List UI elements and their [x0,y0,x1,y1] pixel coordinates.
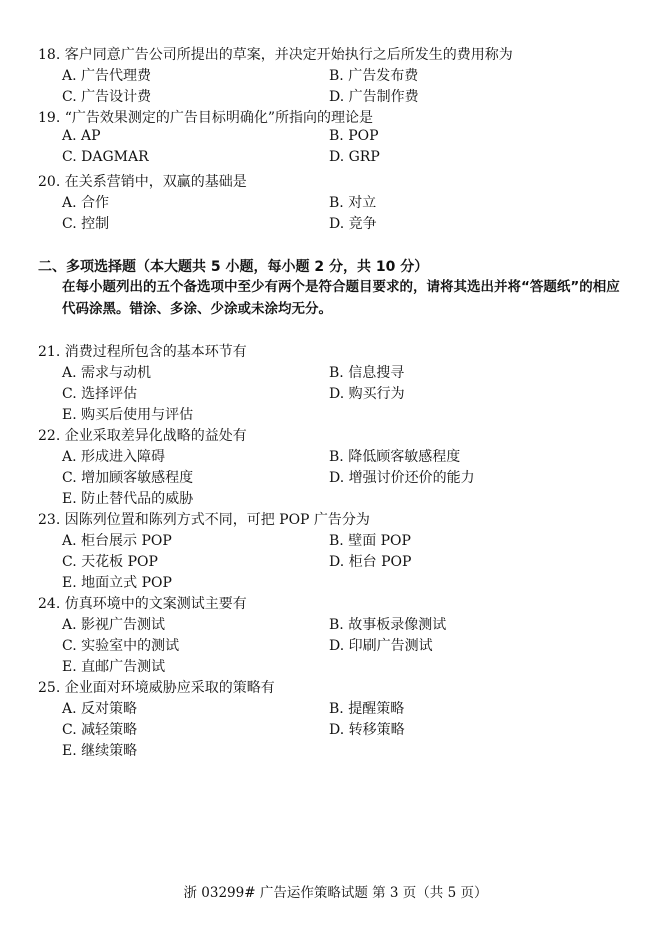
section-2-instruction: 在每小题列出的五个备选项中至少有两个是符合题目要求的，请将其选出并将“答题纸”的相应代码涂黑。错涂、多涂、少涂或未涂均无分。 [62,279,620,317]
question-23-option-d: D. 柜台 POP [329,554,412,570]
question-20-option-c: C. 控制 [62,216,110,232]
question-25-stem: 25. 企业面对环境威胁应采取的策略有 [38,680,275,696]
question-23-option-b: B. 壁面 POP [329,533,411,549]
question-19-option-c: C. DAGMAR [62,149,149,165]
question-25-option-b: B. 提醒策略 [329,701,405,717]
question-23-option-c: C. 天花板 POP [62,554,158,570]
question-22-option-e: E. 防止替代品的威胁 [62,491,194,507]
question-22-option-b: B. 降低顾客敏感程度 [329,449,461,465]
question-20-option-b: B. 对立 [329,195,377,211]
question-18-option-d: D. 广告制作费 [329,89,419,105]
question-22-option-c: C. 增加顾客敏感程度 [62,470,194,486]
question-21-option-e: E. 购买后使用与评估 [62,407,194,423]
question-20-stem: 20. 在关系营销中，双赢的基础是 [38,174,247,190]
question-18-option-b: B. 广告发布费 [329,68,419,84]
question-22-option-a: A. 形成进入障碍 [62,449,166,465]
question-24-option-d: D. 印刷广告测试 [329,638,433,654]
question-24-option-a: A. 影视广告测试 [62,617,166,633]
page-footer: 浙 03299# 广告运作策略试题 第 3 页（共 5 页） [183,885,488,901]
question-18-stem: 18. 客户同意广告公司所提出的草案，并决定开始执行之后所发生的费用称为 [38,47,513,63]
question-23-stem: 23. 因陈列位置和陈列方式不同，可把 POP 广告分为 [38,512,370,528]
question-23-option-e: E. 地面立式 POP [62,575,172,591]
question-23-option-a: A. 柜台展示 POP [62,533,172,549]
question-18-option-a: A. 广告代理费 [62,68,152,84]
question-21-stem: 21. 消费过程所包含的基本环节有 [38,344,247,360]
question-25-option-e: E. 继续策略 [62,743,138,759]
question-20-option-a: A. 合作 [62,195,110,211]
question-22-option-d: D. 增强讨价还价的能力 [329,470,475,486]
question-24-stem: 24. 仿真环境中的文案测试主要有 [38,596,247,612]
question-21-option-c: C. 选择评估 [62,386,138,402]
question-21-option-a: A. 需求与动机 [62,365,152,381]
question-18-option-c: C. 广告设计费 [62,89,152,105]
section-2-title: 二、多项选择题（本大题共 5 小题，每小题 2 分，共 10 分） [38,259,429,275]
question-21-option-d: D. 购买行为 [329,386,405,402]
question-24-option-c: C. 实验室中的测试 [62,638,180,654]
question-20-option-d: D. 竞争 [329,216,377,232]
question-24-option-e: E. 直邮广告测试 [62,659,166,675]
question-25-option-d: D. 转移策略 [329,722,405,738]
question-22-stem: 22. 企业采取差异化战略的益处有 [38,428,247,444]
question-25-option-c: C. 减轻策略 [62,722,138,738]
question-19-stem: 19. “广告效果测定的广告目标明确化”所指向的理论是 [38,110,374,126]
question-19-option-a: A. AP [62,128,101,144]
question-21-option-b: B. 信息搜寻 [329,365,405,381]
question-24-option-b: B. 故事板录像测试 [329,617,447,633]
question-25-option-a: A. 反对策略 [62,701,138,717]
question-19-option-b: B. POP [329,128,379,144]
question-19-option-d: D. GRP [329,149,380,165]
